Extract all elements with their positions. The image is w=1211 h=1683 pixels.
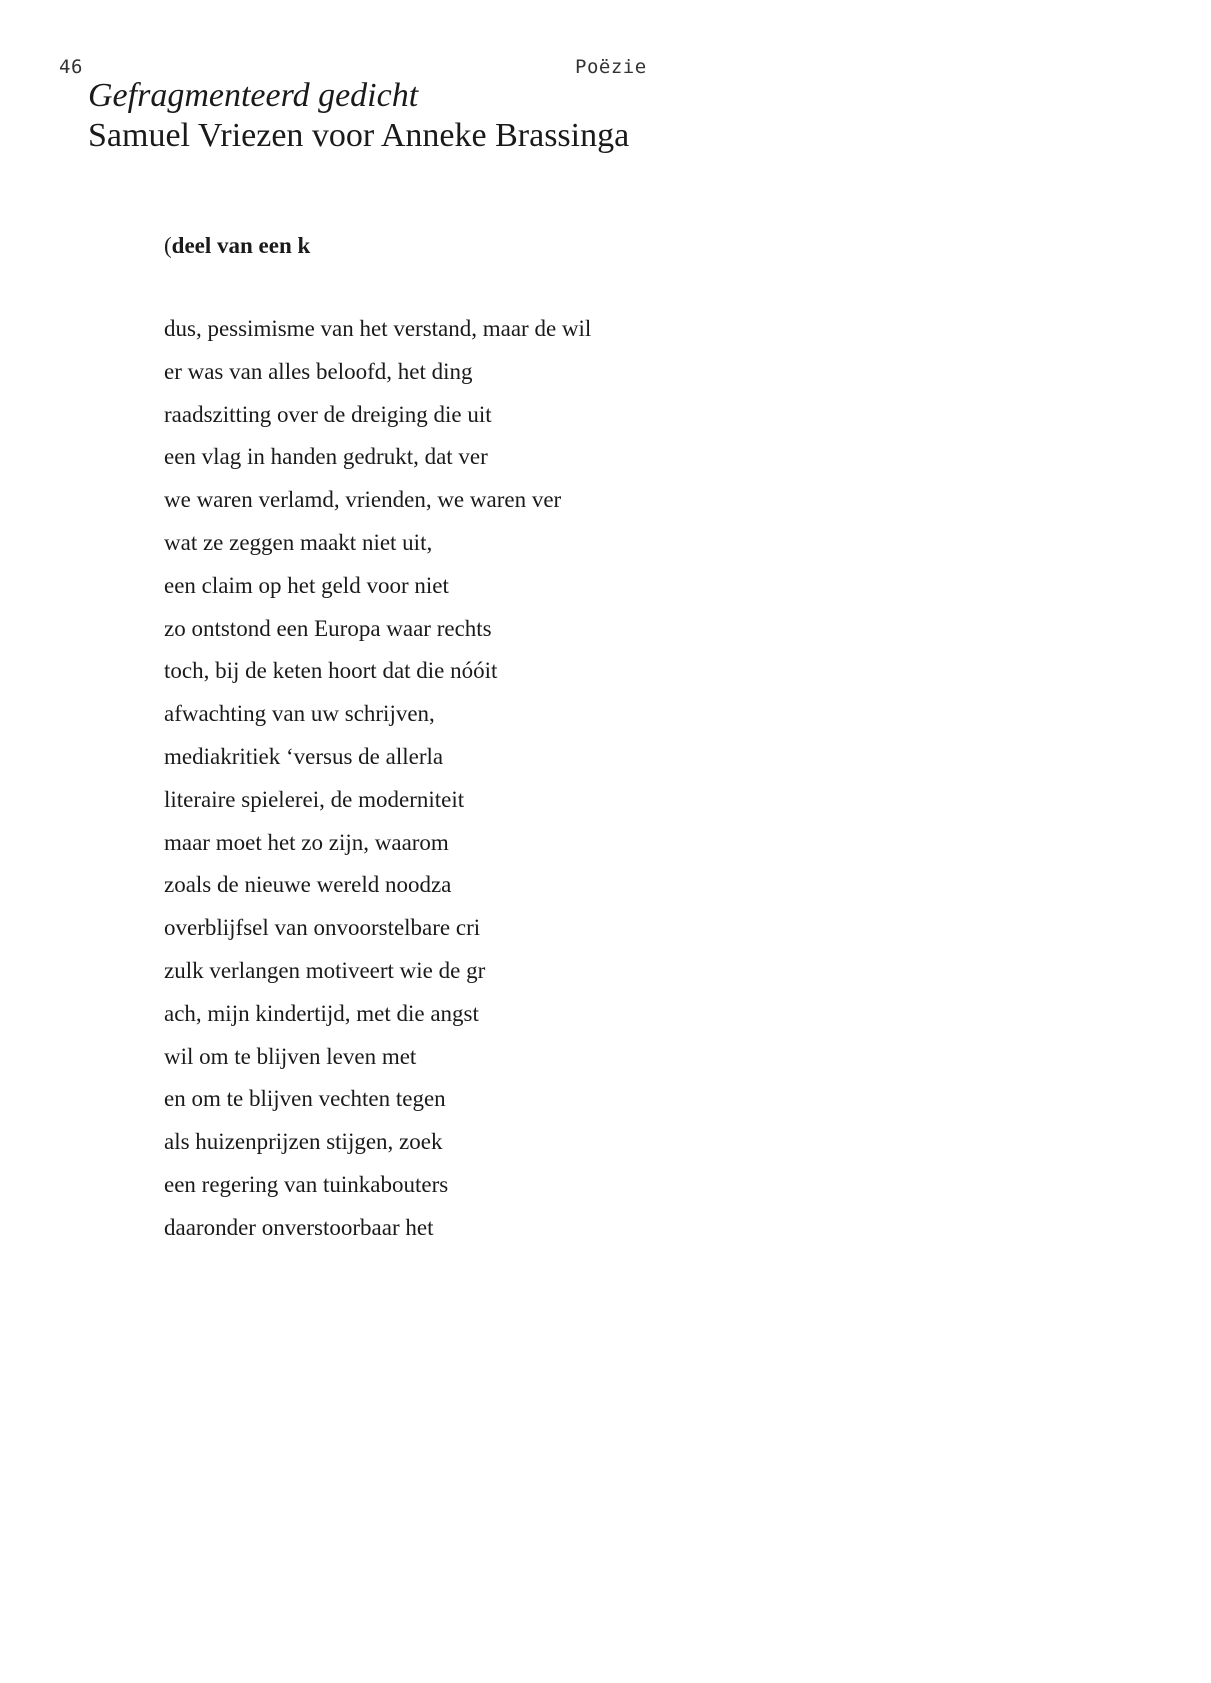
poem-line: er was van alles beloofd, het ding: [164, 358, 473, 384]
poem-line: overblijfsel van onvoorstelbare cri: [164, 915, 481, 941]
poem-line: mediakritiek ‘versus de allerla: [164, 743, 444, 769]
poem-line: dus, pessimisme van het verstand, maar de wil: [164, 316, 592, 341]
poem-line: als huizenprijzen stijgen, zoek: [164, 1129, 443, 1155]
page-number: 46: [59, 56, 83, 78]
poem-line: een vlag in handen gedrukt, dat ver: [164, 444, 488, 470]
poem-line: wat ze zeggen maakt niet uit,: [164, 529, 433, 555]
poem-line: zo ontstond een Europa waar rechts: [164, 615, 492, 641]
subheading-paren: (: [164, 233, 172, 258]
section-label: Poëzie: [575, 56, 647, 78]
poem-title: Gefragmenteerd gedicht: [88, 77, 419, 114]
poem-line: wil om te blijven leven met: [164, 1043, 417, 1069]
poem-line: daaronder onverstoorbaar het: [164, 1214, 434, 1240]
poem-lines: [164, 314, 591, 1256]
poem-line: raadszitting over de dreiging die uit: [164, 401, 492, 427]
poem-line: ach, mijn kindertijd, met die angst: [164, 1000, 479, 1026]
poem-line: een claim op het geld voor niet: [164, 572, 449, 598]
poem-line: en om te blijven vechten tegen: [164, 1086, 446, 1112]
poem-line: zulk verlangen motiveert wie de gr: [164, 957, 486, 983]
poem-line: een regering van tuinkabouters: [164, 1171, 449, 1197]
poem-line: we waren verlamd, vrienden, we waren ver: [164, 487, 562, 513]
poem-line: afwachting van uw schrijven,: [164, 701, 435, 727]
subheading-text: deel van een k: [171, 233, 311, 258]
poem-subheading: [164, 231, 310, 261]
poem-line: zoals de nieuwe wereld noodza: [164, 872, 452, 898]
poem-byline: Samuel Vriezen voor Anneke Brassinga: [88, 117, 630, 154]
poem-line: maar moet het zo zijn, waarom: [164, 829, 449, 855]
poem-line: toch, bij de keten hoort dat die nóóit: [164, 658, 498, 684]
poem-line: literaire spielerei, de moderniteit: [164, 786, 465, 812]
